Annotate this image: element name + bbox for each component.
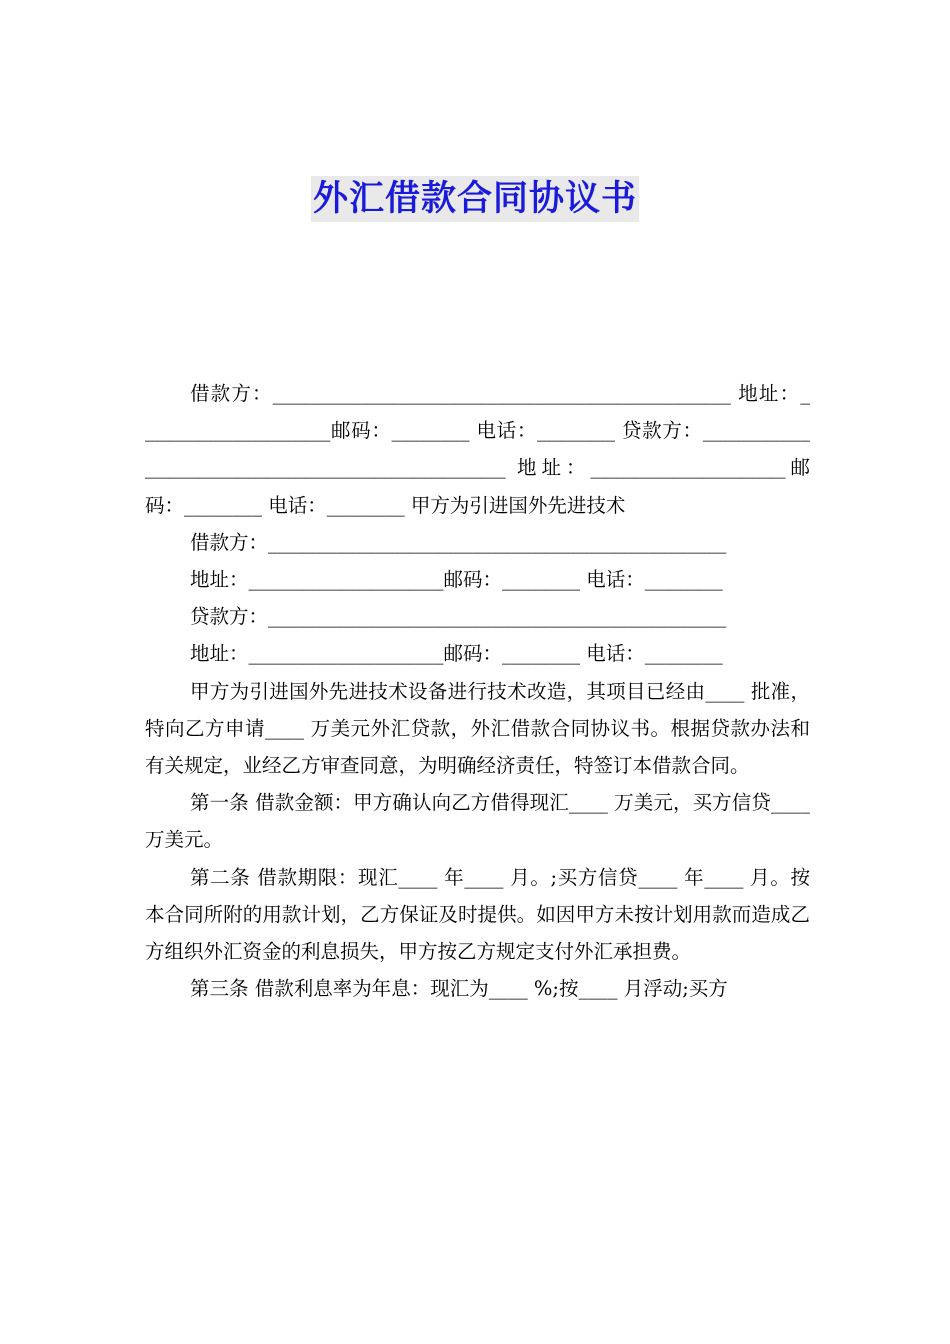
borrower-line: 借款方：_______________________________________________ <box>190 530 727 554</box>
article-3-paragraph: 第三条 借款利息率为年息：现汇为____ %;按____ 月浮动;买方 <box>190 977 728 1001</box>
borrower-address-line: 地址：____________________邮码：________ 电话：________ <box>190 568 723 592</box>
lender-line: 贷款方：_______________________________________________ <box>190 605 727 629</box>
lender-address-line: 地址：____________________邮码：________ 电话：________ <box>190 642 723 666</box>
contract-body <box>145 375 810 1007</box>
preamble-paragraph: 甲方为引进国外先进技术设备进行技术改造，其项目已经由____ 批准，特向乙方申请____ 万美元外汇贷款，外汇借款合同协议书。根据贷款办法和有关规定，业经乙方审查同意，为明确经济责任，特签订本借款合同。 <box>145 679 810 778</box>
document-title: 外汇借款合同协议书 <box>311 176 639 222</box>
article-2-paragraph: 第二条 借款期限：现汇____ 年____ 月。;买方信贷____ 年____ 月。按本合同所附的用款计划，乙方保证及时提供。如因甲方未按计划用款而造成乙方组织外汇资金的利息损失，甲方按乙方规定支付外汇承担费。 <box>145 865 810 964</box>
title-container <box>0 176 950 222</box>
article-1-paragraph: 第一条 借款金额：甲方确认向乙方借得现汇____ 万美元，买方信贷____ 万美元。 <box>145 791 810 852</box>
party-info-paragraph: 借款方：_______________________________________________ 地址：____________________邮码：________ 电话：________ 贷款方：________________________________________________ 地址：____________________邮码：________ 电话：________ 甲方为引进国外先进技术 <box>145 382 810 517</box>
